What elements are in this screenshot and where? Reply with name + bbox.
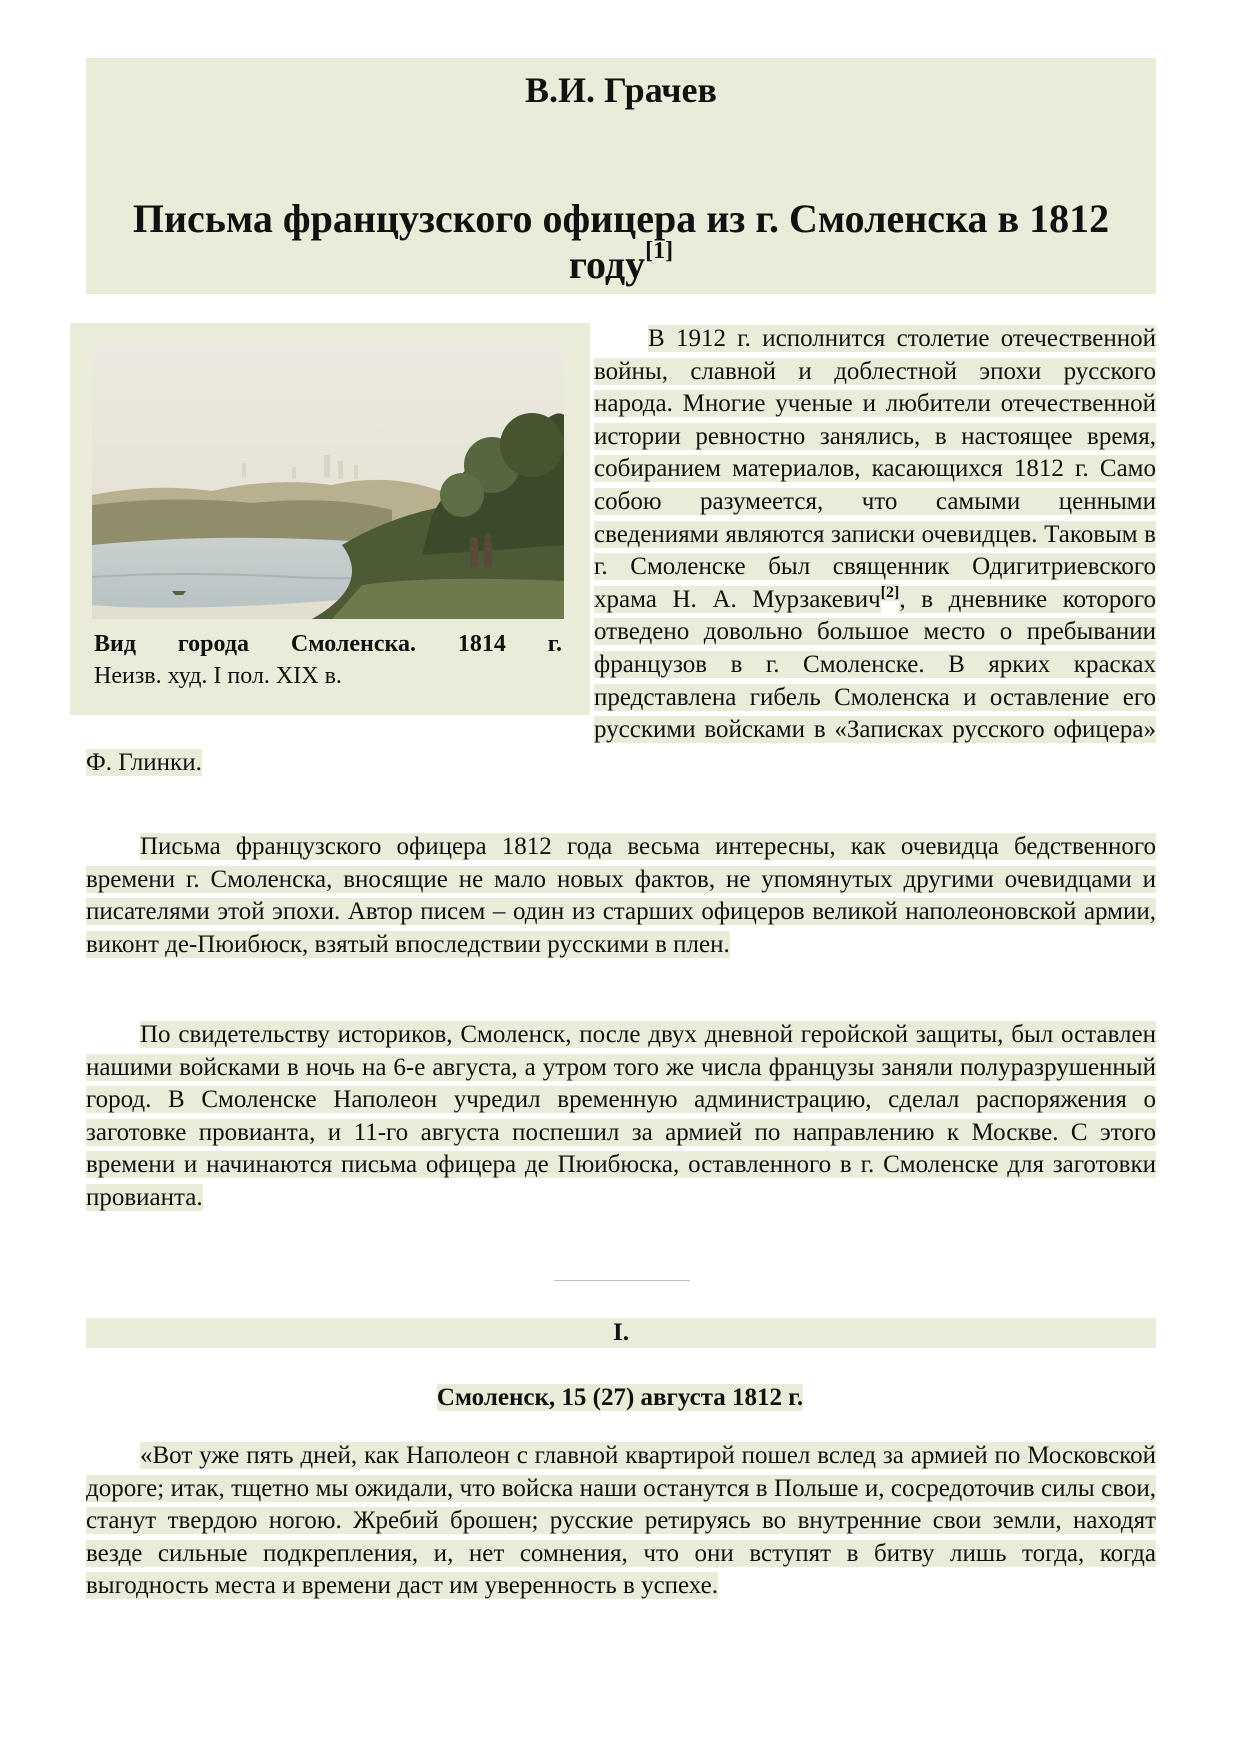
paragraph-2	[86, 831, 1156, 961]
intro-text-part2: , в дневнике которого отведено довольно большое место о пребывании французов в г. Смоленске. В ярких красках представлена гибель Смоленска и оставление его русскими войсками в «Записках русского офицера» Ф. Глинки.	[86, 585, 1156, 776]
caption-subtitle: Неизв. худ. I пол. XIX в.	[94, 663, 342, 689]
letter-heading-text: Смоленск, 15 (27) августа 1812 г.	[436, 1384, 804, 1411]
paragraph-2-text: Письма французского офицера 1812 года весьма интересны, как очевидца бедственного времени г. Смоленска, вносящие не мало новых фактов, не упомянутых другими очевидцами и писателями этой эпохи. Автор писем – один из старших офицеров великой наполеоновской армии, виконт де-Пюибюск, взятый впоследствии русскими в плен.	[86, 833, 1156, 958]
caption-title: Вид города Смоленска. 1814 г.	[94, 631, 562, 657]
section-number: I.	[86, 1318, 1156, 1348]
letter-heading	[0, 1382, 1240, 1414]
title-block	[86, 58, 1156, 294]
footnote-link-2[interactable]: [2]	[880, 584, 900, 602]
letter-paragraph	[86, 1440, 1156, 1603]
title-text: Письма французского офицера из г. Смоленска в 1812 году	[132, 196, 1110, 287]
author-name: В.И. Грачев	[525, 70, 717, 110]
title-footnote-link[interactable]: [1]	[645, 238, 674, 264]
letter-paragraph-text: «Вот уже пять дней, как Наполеон с главной квартирой пошел вслед за армией по Московской дороге; итак, тщетно мы ожидали, что войска наши останутся в Польше и, сосредоточив силы свои, станут твердою ногою. Жребий брошен; русские ретируясь во внутренние свои земли, находят везде сильные подкрепления, и, нет сомнения, что они вступят в битву лишь тогда, когда выгодность места и времени даст им уверенность в успехе.	[86, 1442, 1156, 1600]
section-divider	[554, 1280, 690, 1281]
paragraph-3	[86, 1019, 1156, 1215]
intro-text-part1: В 1912 г. исполнится столетие отечественной войны, славной и доблестной эпохи русского народа. Многие ученые и любители отечественной истории ревностно занялись, в настоящее время, собиранием материалов, касающихся 1812 г. Само собою разумеется, что самыми ценными сведениями являются записки очевидцев. Таковым в г. Смоленске был священник Одигитриевского храма Н. А. Мурзакевич	[594, 325, 1156, 613]
intro-paragraph	[86, 323, 1156, 779]
paragraph-3-text: По свидетельству историков, Смоленск, после двух дневной геройской защиты, был оставлен нашими войсками в ночь на 6-е августа, а утром того же числа французы заняли полуразрушенный город. В Смоленске Наполеон учредил временную администрацию, сделал распоряжения о заготовке провианта, и 11-го августа поспешил за армией по направлению к Москве. С этого времени и начинаются письма офицера де Пюибюска, оставленного в г. Смоленске для заготовки провианта.	[86, 1021, 1156, 1211]
document-title	[96, 196, 1146, 288]
